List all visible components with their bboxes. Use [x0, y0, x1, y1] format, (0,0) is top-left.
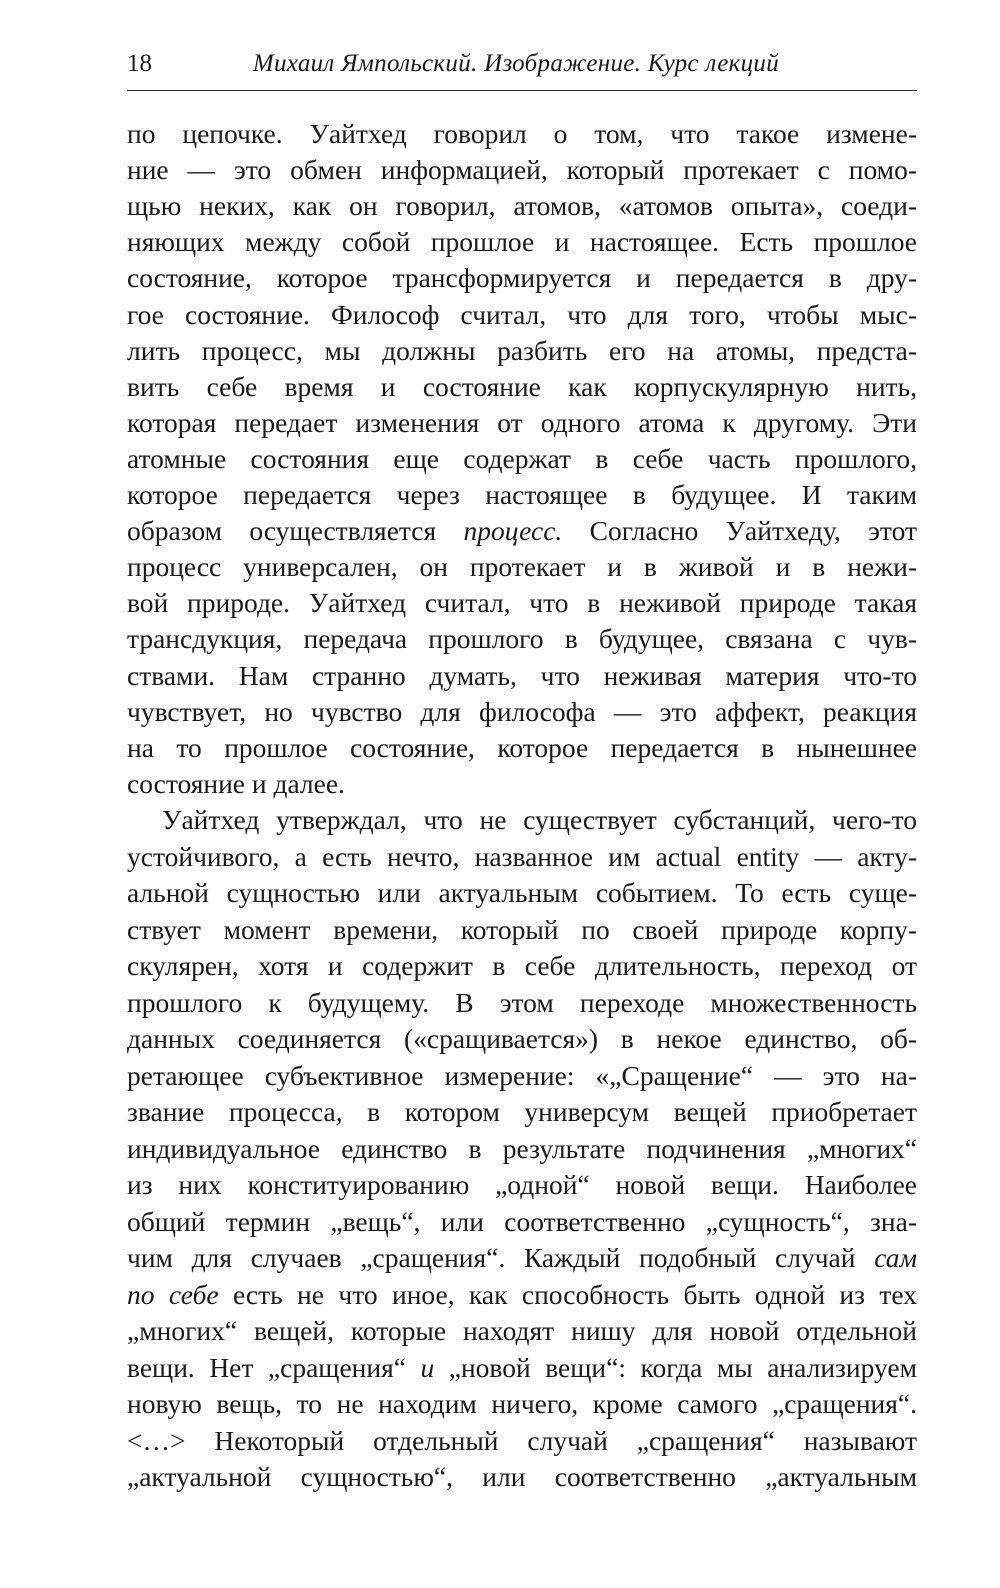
paragraph2-line: ретающее субъективное измерение: «„Сращение“ — это на-	[127, 1059, 917, 1091]
text-run: образом осуществляется	[127, 515, 464, 547]
italic-run: и	[420, 1351, 435, 1383]
italic-run: по себе	[127, 1278, 219, 1310]
paragraph2-line	[127, 1238, 917, 1278]
paragraph1-line: состояние, которое трансформируется и передается в дру-	[127, 262, 917, 294]
paragraph1-line: по цепочке. Уайтхед говорил о том, что такое измене-	[127, 118, 917, 149]
italic-run: процесс.	[463, 515, 563, 547]
paragraph1-line: которая передает изменения от одного атома к другому. Эти	[127, 406, 917, 438]
paragraph2-line: устойчивого, а есть нечто, названное им actual entity — акту-	[127, 840, 917, 872]
paragraph2-line: индивидуальное единство в результате подчинения „многих“	[127, 1132, 917, 1164]
paragraph1-line: состояние и далее.	[127, 767, 345, 799]
running-header	[127, 50, 917, 91]
paragraph1-line: на то прошлое состояние, которое передается в нынешнее	[127, 731, 917, 763]
paragraph2-line: скулярен, хотя и содержит в себе длительность, переход от	[127, 950, 917, 981]
paragraph1-line: няющих между собой прошлое и настоящее. Есть прошлое	[127, 226, 917, 258]
text-run: чим для случаев „сращения“. Каждый подобный случай	[127, 1242, 875, 1273]
italic-run: сам	[874, 1242, 917, 1273]
paragraph1-line: вить себе время и состояние как корпускулярную нить,	[127, 370, 917, 402]
text-run: Согласно Уайтхеду, этот	[562, 515, 917, 547]
text-run: „новой вещи“: когда мы анализируем	[434, 1351, 917, 1383]
paragraph1-line: которое передается через настоящее в будущее. И таким	[127, 479, 917, 510]
paragraph2-line: данных соединяется («сращивается») в некое единство, об-	[127, 1023, 917, 1054]
paragraph2-line: Уайтхед утверждал, что не существует субстанций, чего-то	[162, 804, 917, 835]
paragraph2-line: ствует момент времени, который по своей природе корпу-	[127, 913, 917, 945]
text-run: есть не что иное, как способность быть одной из тех	[218, 1278, 918, 1310]
paragraph2-line: из них конституированию „одной“ новой вещи. Наиболее	[127, 1169, 917, 1200]
running-title: Михаил Ямпольский. Изображение. Курс лекций	[252, 50, 779, 77]
paragraph1-line: трансдукция, передача прошлого в будущее, связана с чув-	[127, 623, 917, 655]
paragraph1-line: лить процесс, мы должны разбить его на атомы, предста-	[127, 334, 917, 366]
paragraph2-line	[127, 1348, 917, 1388]
paragraph1-line: ние — это обмен информацией, который протекает с помо-	[127, 154, 917, 186]
paragraph1-line: ствами. Нам странно думать, что неживая материя что-то	[127, 659, 917, 691]
paragraph1-line: процесс универсален, он протекает и в живой и в нежи-	[127, 551, 917, 583]
text-run: вещи. Нет „сращения“	[127, 1351, 421, 1383]
paragraph2-line: прошлого к будущему. В этом переходе множественность	[127, 986, 917, 1018]
paragraph1-line: чувствует, но чувство для философа — это аффект, реакция	[127, 695, 917, 727]
paragraph2-line: общий термин „вещь“, или соответственно „сущность“, зна-	[127, 1205, 917, 1237]
paragraph1-line: гое состояние. Философ считал, что для того, чтобы мыс-	[127, 298, 917, 330]
paragraph1-line	[127, 511, 917, 551]
paragraph2-line: <…> Некоторый отдельный случай „сращения“ называют	[127, 1424, 917, 1456]
paragraph2-line: „многих“ вещей, которые находят нишу для новой отдельной	[127, 1315, 917, 1346]
paragraph1-line: вой природе. Уайтхед считал, что в неживой природе такая	[127, 587, 917, 619]
page-number: 18	[127, 50, 152, 77]
paragraph2-line	[127, 1275, 917, 1315]
paragraph2-line: „актуальной сущностью“, или соответственно „актуальным	[127, 1461, 917, 1492]
paragraph2-line: звание процесса, в котором универсум вещей приобретает	[127, 1096, 917, 1127]
paragraph2-line: альной сущностью или актуальным событием. То есть суще-	[127, 877, 917, 908]
paragraph2-line: новую вещь, то не находим ничего, кроме самого „сращения“.	[127, 1388, 917, 1419]
paragraph1-line: атомные состояния еще содержат в себе часть прошлого,	[127, 442, 917, 474]
paragraph1-line: щью неких, как он говорил, атомов, «атомов опыта», соеди-	[127, 190, 917, 222]
